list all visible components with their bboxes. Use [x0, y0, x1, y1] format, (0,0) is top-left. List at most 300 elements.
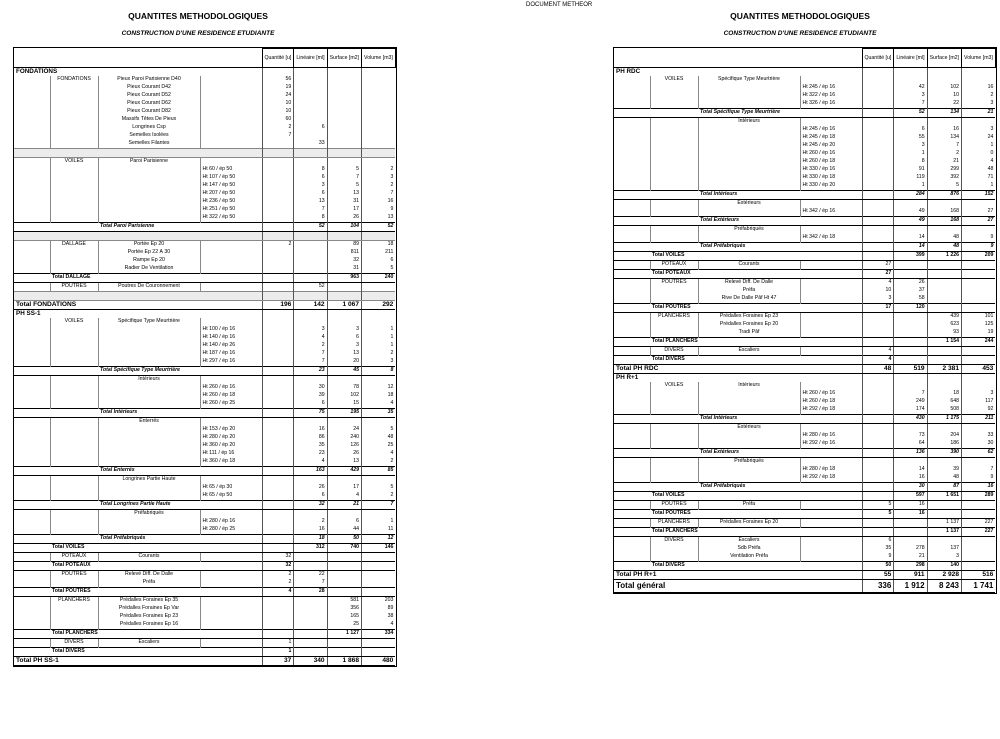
quantity-cell: 2 [262, 579, 294, 588]
quantity-cell [862, 118, 894, 127]
table-row [614, 295, 995, 304]
table-row [614, 182, 995, 191]
quantities-table-left [13, 47, 397, 667]
volume-cell [362, 579, 396, 588]
surface-cell: 5 [927, 182, 961, 191]
item-label: Spécifique Type Meurtrière [698, 76, 800, 84]
quantity-cell: 50 [862, 562, 894, 571]
item-label: Semelles Filantes [98, 140, 200, 149]
lineaire-cell: 23 [294, 367, 327, 376]
volume-cell [362, 158, 396, 167]
table-row [614, 545, 995, 553]
surface-cell: 623 [927, 321, 961, 329]
section-total-row [614, 365, 995, 374]
quantity-cell [862, 398, 894, 406]
table-row [14, 350, 395, 358]
table-row [14, 92, 395, 100]
lineaire-cell: 6 [294, 124, 327, 132]
surface-cell: 16 [927, 126, 961, 134]
volume-cell [362, 648, 396, 657]
volume-cell: 2 [962, 92, 996, 100]
volume-cell: 1 [362, 342, 396, 350]
dimension-label: Ht 100 / ép 16 [200, 326, 262, 334]
volume-cell: 7 [362, 190, 396, 198]
dimension-label: Ht 330 / ép 20 [800, 182, 862, 191]
surface-cell: 195 [327, 409, 361, 418]
item-label: Massifs Têtes De Pieux [98, 116, 200, 124]
volume-cell: 1 [962, 182, 996, 191]
quantity-cell: 2 [262, 571, 294, 580]
subtotal-label: Total Préfabriqués [698, 243, 862, 252]
volume-cell: 2 [362, 492, 396, 501]
volume-cell [962, 295, 996, 304]
volume-cell: 1 [362, 334, 396, 342]
separator-row [14, 149, 395, 158]
volume-cell: 7 [362, 501, 396, 510]
volume-cell: 38 [362, 613, 396, 621]
surface-cell [327, 639, 361, 648]
item-label: Portée Ép 22 À 30 [98, 249, 200, 257]
surface-cell: 134 [927, 109, 961, 118]
surface-cell: 87 [927, 483, 961, 492]
table-row [614, 424, 995, 433]
table-row [614, 382, 995, 390]
lineaire-cell [894, 338, 927, 347]
volume-cell: 27 [962, 217, 996, 226]
volume-cell: 1 741 [962, 580, 996, 593]
surface-cell [327, 92, 361, 100]
volume-cell [362, 108, 396, 116]
volume-cell [962, 382, 996, 390]
volume-cell: 52 [362, 223, 396, 232]
table-row [614, 537, 995, 546]
quantity-cell [862, 174, 894, 182]
table-row [14, 553, 395, 562]
volume-cell [962, 76, 996, 84]
surface-cell: 5 [327, 182, 361, 190]
surface-cell: 2 381 [927, 365, 961, 374]
lineaire-cell: 16 [294, 426, 327, 434]
table-row [614, 76, 995, 84]
quantity-cell [262, 182, 294, 190]
dimension-label: Ht 147 / ép 50 [200, 182, 262, 190]
category-label: PLANCHERS [50, 597, 98, 606]
lineaire-cell: 26 [894, 279, 927, 288]
surface-cell: 39 [927, 466, 961, 474]
quantity-cell [262, 621, 294, 630]
table-row [614, 474, 995, 483]
volume-cell [362, 639, 396, 648]
category-total-row [14, 274, 395, 283]
quantity-cell [862, 252, 894, 261]
lineaire-cell: 163 [294, 467, 327, 476]
quantity-cell [262, 257, 294, 265]
volume-cell: 30 [962, 440, 996, 449]
table-row [14, 400, 395, 409]
volume-cell [962, 501, 996, 510]
dimension-label: Ht 342 / ép 18 [800, 234, 862, 243]
volume-cell [362, 318, 396, 326]
quantity-cell [262, 274, 294, 283]
quantity-cell [262, 326, 294, 334]
surface-cell: 876 [927, 191, 961, 200]
volume-cell: 2 [362, 350, 396, 358]
subtotal-label: Total Préfabriqués [698, 483, 862, 492]
surface-cell: 137 [927, 545, 961, 553]
quantity-cell [862, 374, 894, 383]
dimension-label: Ht 65 / ép 30 [200, 484, 262, 492]
volume-cell: 4 [362, 450, 396, 458]
lineaire-cell: 14 [894, 234, 927, 243]
subtotal-row [614, 191, 995, 200]
item-label: Courants [698, 261, 800, 270]
item-label: Pieux Paroi Parisienne D40 [98, 76, 200, 84]
surface-cell: 32 [327, 257, 361, 265]
surface-cell: 4 [327, 492, 361, 501]
lineaire-cell [894, 458, 927, 467]
lineaire-cell [894, 313, 927, 322]
volume-cell: 35 [362, 409, 396, 418]
volume-cell [362, 562, 396, 571]
lineaire-cell [894, 424, 927, 433]
section-header-row [614, 374, 995, 383]
surface-cell: 31 [327, 198, 361, 206]
volume-cell: 4 [362, 621, 396, 630]
quantity-cell: 336 [862, 580, 894, 593]
category-total-label: Total PLANCHERS [650, 528, 862, 537]
surface-cell [327, 116, 361, 124]
item-label: Pieux Courant D42 [98, 84, 200, 92]
item-label: Préfabriqués [698, 226, 800, 235]
surface-cell: 1 154 [927, 338, 961, 347]
section-header-row [614, 68, 995, 77]
category-total-label: Total PLANCHERS [650, 338, 862, 347]
subtotal-row [14, 367, 395, 376]
volume-cell [362, 418, 396, 427]
quantity-cell [262, 400, 294, 409]
surface-cell: 48 [927, 234, 961, 243]
volume-cell [362, 283, 396, 292]
lineaire-cell: 4 [294, 334, 327, 342]
category-total-row [614, 356, 995, 365]
table-row [614, 174, 995, 182]
volume-cell: 11 [362, 526, 396, 535]
surface-cell [927, 68, 961, 77]
subtotal-label: Total Paroi Parisienne [98, 223, 262, 232]
lineaire-cell [294, 257, 327, 265]
table-row [614, 118, 995, 127]
category-total-row [614, 528, 995, 537]
surface-cell: 21 [927, 158, 961, 166]
surface-cell [927, 270, 961, 279]
item-label: Préfabriqués [98, 510, 200, 519]
item-label: Semelles Isolées [98, 132, 200, 140]
surface-cell [927, 374, 961, 383]
quantity-cell [262, 434, 294, 442]
volume-cell: 27 [962, 208, 996, 217]
quantity-cell [862, 329, 894, 338]
lineaire-cell: 86 [294, 434, 327, 442]
surface-cell [927, 261, 961, 270]
table-row [14, 84, 395, 92]
volume-cell [362, 232, 396, 241]
lineaire-cell [294, 76, 327, 84]
item-label: Prédalles Foraines Ép 20 [698, 519, 800, 528]
quantity-cell [862, 191, 894, 200]
header-surface: Surface [m2] [927, 49, 961, 68]
lineaire-cell [294, 84, 327, 92]
quantity-cell [262, 501, 294, 510]
surface-cell [327, 76, 361, 84]
subtotal-label: Total Intérieurs [98, 409, 262, 418]
surface-cell: 18 [927, 390, 961, 398]
section-total-row [14, 657, 395, 666]
volume-cell: 16 [962, 483, 996, 492]
volume-cell [962, 279, 996, 288]
quantity-cell [862, 474, 894, 483]
surface-cell [327, 132, 361, 140]
header-volume: Volume [m3] [362, 49, 396, 68]
surface-cell: 140 [927, 562, 961, 571]
table-row [14, 249, 395, 257]
table-row [14, 639, 395, 648]
volume-cell: 24 [962, 134, 996, 142]
total-label: Total FONDATIONS [14, 301, 262, 310]
category-label: DIVERS [650, 347, 698, 356]
item-label: Enterrés [98, 418, 200, 427]
volume-cell: 203 [362, 597, 396, 606]
dimension-label: Ht 251 / ép 50 [200, 206, 262, 214]
dimension-label: Ht 322 / ép 50 [200, 214, 262, 223]
quantity-cell [262, 484, 294, 492]
dimension-label: Ht 187 / ép 16 [200, 350, 262, 358]
quantity-cell [262, 409, 294, 418]
volume-cell: 117 [962, 398, 996, 406]
surface-cell: 168 [927, 208, 961, 217]
lineaire-cell [294, 92, 327, 100]
quantity-cell: 4 [862, 279, 894, 288]
lineaire-cell: 142 [294, 301, 327, 310]
table-row [14, 392, 395, 400]
lineaire-cell [894, 382, 927, 390]
volume-cell: 3 [962, 100, 996, 109]
quantity-cell [262, 283, 294, 292]
table-row [14, 621, 395, 630]
volume-cell: 2 [362, 166, 396, 174]
lineaire-cell [294, 116, 327, 124]
subtotal-row [14, 409, 395, 418]
quantity-cell: 37 [262, 657, 294, 666]
quantity-cell [262, 358, 294, 367]
lineaire-cell [294, 318, 327, 326]
surface-cell: 48 [927, 243, 961, 252]
volume-cell: 1 [962, 142, 996, 150]
volume-cell: 48 [962, 166, 996, 174]
volume-cell: 3 [962, 126, 996, 134]
item-label: Ventilation Préfa [698, 553, 800, 562]
quantity-cell [262, 198, 294, 206]
table-row [614, 458, 995, 467]
surface-cell: 204 [927, 432, 961, 440]
table-row [14, 492, 395, 501]
category-total-row [14, 630, 395, 639]
surface-cell: 6 [327, 518, 361, 526]
category-total-row [614, 270, 995, 279]
item-label: Prédalles Foraines Ép 23 [98, 613, 200, 621]
category-total-label: Total POTEAUX [650, 270, 862, 279]
table-row [614, 261, 995, 270]
surface-cell [927, 76, 961, 84]
subtotal-row [614, 243, 995, 252]
subtotal-label: Total Spécifique Type Meurtrière [698, 109, 862, 118]
surface-cell: 508 [927, 406, 961, 415]
total-label: Total général [614, 580, 862, 593]
dimension-label: Ht 260 / ép 18 [800, 398, 862, 406]
surface-cell: 78 [327, 384, 361, 392]
volume-cell [362, 124, 396, 132]
lineaire-cell: 7 [294, 358, 327, 367]
volume-cell [362, 571, 396, 580]
lineaire-cell [894, 200, 927, 209]
table-row [14, 166, 395, 174]
surface-cell: 186 [927, 440, 961, 449]
surface-cell [327, 108, 361, 116]
lineaire-cell [294, 68, 327, 77]
surface-cell [327, 149, 361, 158]
quantity-cell [262, 292, 294, 301]
volume-cell: 3 [362, 174, 396, 182]
item-label: Prédalles Foraines Ép 20 [698, 321, 800, 329]
dimension-label: Ht 245 / ép 16 [800, 126, 862, 134]
volume-cell: 480 [362, 657, 396, 666]
volume-cell: 92 [962, 406, 996, 415]
quantity-cell [262, 476, 294, 485]
quantity-cell [262, 174, 294, 182]
table-row [14, 434, 395, 442]
quantity-cell [262, 526, 294, 535]
item-label: Longrines Csp [98, 124, 200, 132]
table-row [14, 265, 395, 274]
quantity-cell [262, 605, 294, 613]
quantity-cell [862, 338, 894, 347]
lineaire-cell [294, 158, 327, 167]
surface-cell [927, 279, 961, 288]
table-row [14, 605, 395, 613]
volume-cell: 71 [962, 174, 996, 182]
table-row [14, 476, 395, 485]
quantity-cell [262, 68, 294, 77]
surface-cell [927, 287, 961, 295]
lineaire-cell: 298 [894, 562, 927, 571]
lineaire-cell: 136 [894, 449, 927, 458]
category-label: VOILES [650, 76, 698, 84]
table-row [14, 108, 395, 116]
grand-total-row [614, 580, 995, 593]
subtotal-row [14, 535, 395, 544]
table-row [614, 313, 995, 322]
quantity-cell [262, 334, 294, 342]
lineaire-cell [294, 376, 327, 385]
item-label: Intérieurs [698, 118, 800, 127]
quantity-cell [862, 182, 894, 191]
lineaire-cell: 119 [894, 174, 927, 182]
surface-cell: 392 [927, 174, 961, 182]
table-row [14, 418, 395, 427]
lineaire-cell: 28 [294, 588, 327, 597]
surface-cell: 1 175 [927, 415, 961, 424]
dimension-label: Ht 330 / ép 18 [800, 174, 862, 182]
lineaire-cell [294, 149, 327, 158]
surface-cell [927, 200, 961, 209]
surface-cell: 240 [327, 434, 361, 442]
table-row [614, 390, 995, 398]
separator-row [14, 292, 395, 301]
volume-cell: 240 [362, 274, 396, 283]
category-label: POTEAUX [650, 261, 698, 270]
quantity-cell [862, 382, 894, 390]
section-header-row [14, 68, 395, 77]
quantity-cell [262, 190, 294, 198]
lineaire-cell [294, 265, 327, 274]
quantity-cell [262, 149, 294, 158]
section-label: FONDATIONS [14, 68, 262, 77]
lineaire-cell: 14 [894, 243, 927, 252]
dimension-label: Ht 322 / ép 16 [800, 92, 862, 100]
lineaire-cell: 2 [294, 518, 327, 526]
table-row [614, 406, 995, 415]
separator-row [14, 232, 395, 241]
volume-cell [962, 200, 996, 209]
quantity-cell: 4 [862, 347, 894, 356]
lineaire-cell [894, 118, 927, 127]
table-row [614, 347, 995, 356]
dimension-label: Ht 207 / ép 50 [200, 190, 262, 198]
item-label: Portée Ép 20 [98, 241, 200, 250]
category-total-label: Total DIVERS [50, 648, 262, 657]
category-label: VOILES [650, 382, 698, 390]
quantity-cell: 4 [262, 588, 294, 597]
quantity-cell [862, 150, 894, 158]
page-subtitle: CONSTRUCTION D'UNE RESIDENCE ETUDIANTE [121, 30, 275, 37]
category-total-row [14, 648, 395, 657]
lineaire-cell: 6 [294, 492, 327, 501]
page-title: QUANTITES METHODOLOGIQUES [128, 11, 268, 21]
document-label: DOCUMENT METHEOR [526, 2, 593, 8]
lineaire-cell [894, 347, 927, 356]
lineaire-cell [294, 605, 327, 613]
dimension-label: Ht 60 / ép 50 [200, 166, 262, 174]
volume-cell [362, 140, 396, 149]
table-row [614, 134, 995, 142]
lineaire-cell [894, 356, 927, 365]
volume-cell: 211 [962, 415, 996, 424]
lineaire-cell: 1 [894, 182, 927, 191]
lineaire-cell: 18 [294, 535, 327, 544]
quantity-cell [262, 630, 294, 639]
surface-cell: 24 [327, 426, 361, 434]
table-row [614, 287, 995, 295]
surface-cell [327, 510, 361, 519]
category-label: DIVERS [50, 639, 98, 648]
quantity-cell [862, 243, 894, 252]
table-row [614, 84, 995, 92]
quantity-cell: 2 [262, 124, 294, 132]
quantity-cell [862, 126, 894, 134]
item-label: Extérieurs [698, 200, 800, 209]
category-label: FONDATIONS [50, 76, 98, 84]
lineaire-cell [294, 553, 327, 562]
surface-cell [327, 376, 361, 385]
